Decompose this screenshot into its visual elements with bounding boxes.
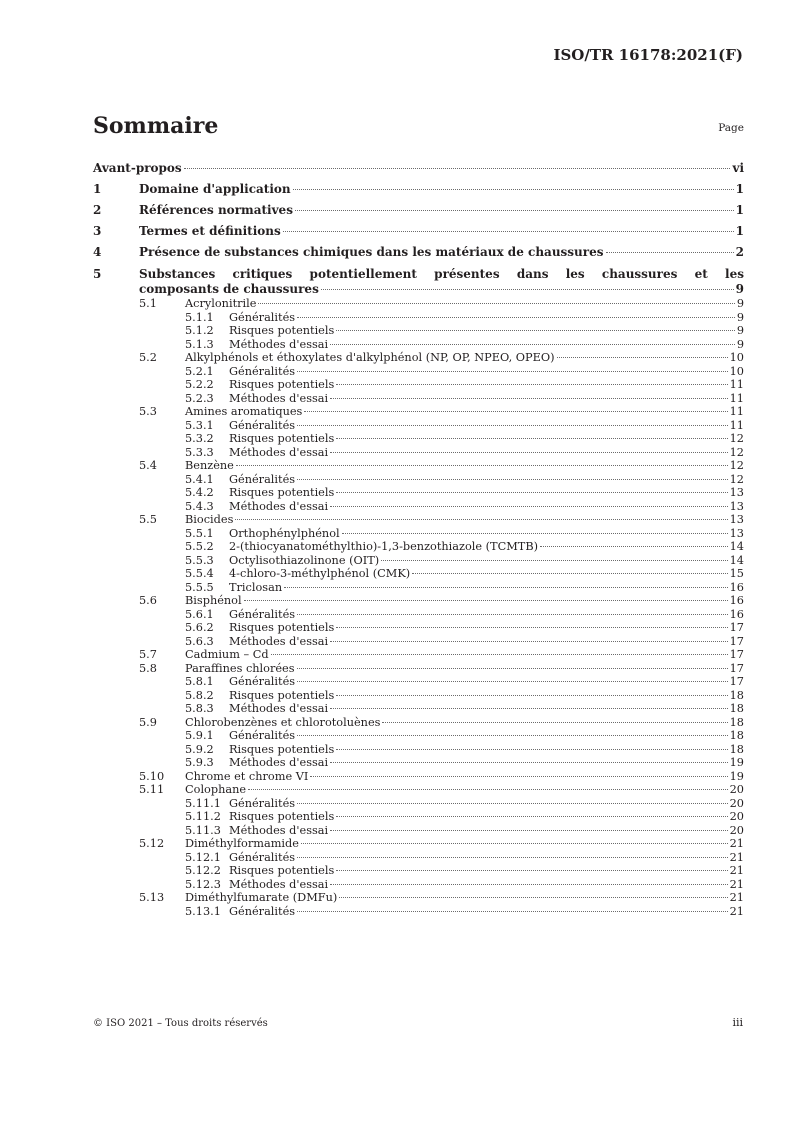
toc-entry-number: 5.3.2	[185, 432, 214, 445]
dot-leader	[301, 843, 728, 844]
page-column-label: Page	[718, 122, 744, 134]
toc-entry[interactable]	[93, 729, 744, 743]
toc-entry[interactable]	[93, 581, 744, 595]
dot-leader	[336, 870, 727, 871]
dot-leader	[382, 722, 727, 723]
toc-entry-page: 16	[729, 594, 744, 607]
toc-entry[interactable]	[93, 608, 744, 622]
toc-entry[interactable]	[93, 770, 744, 784]
dot-leader	[258, 303, 734, 304]
toc-entry[interactable]	[93, 242, 744, 263]
toc-entry[interactable]	[93, 675, 744, 689]
toc-entry-number: 5.6	[139, 594, 157, 607]
toc-entry-page: 9	[736, 337, 744, 351]
toc-entry-number: 5.12.1	[185, 850, 221, 864]
toc-entry[interactable]	[93, 297, 744, 311]
toc-entry[interactable]	[93, 716, 744, 730]
toc-entry-page: 1	[735, 203, 744, 217]
toc-entry-page: 18	[729, 688, 744, 702]
dot-leader	[336, 695, 727, 696]
toc-entry-label: Généralités	[229, 607, 296, 621]
toc-entry-page: 21	[729, 891, 744, 904]
toc-entry[interactable]	[93, 594, 744, 608]
toc-entry-page: 13	[729, 486, 744, 499]
toc-entry-page: 21	[729, 904, 744, 918]
toc-entry-label: Diméthylformamide	[185, 837, 299, 850]
toc-entry-number: 5.1.2	[185, 324, 214, 337]
toc-entry-page: 19	[729, 756, 744, 769]
toc-entry-page: 17	[729, 661, 744, 675]
toc-entry-label: Diméthylfumarate (DMFu)	[185, 891, 338, 904]
dot-leader	[336, 627, 727, 628]
dot-leader	[304, 411, 727, 412]
toc-entry-label: Généralités	[229, 418, 296, 432]
dot-leader	[283, 231, 734, 232]
toc-entry-page: 17	[729, 675, 744, 688]
toc-entry[interactable]	[93, 486, 744, 500]
toc-entry-page: 21	[729, 864, 744, 877]
toc-entry-label: Benzène	[185, 459, 234, 472]
toc-entry-number: 5	[93, 267, 102, 281]
dot-leader	[330, 762, 727, 763]
toc-entry-label: Méthodes d'essai	[229, 702, 329, 715]
toc-entry-label: Méthodes d'essai	[229, 823, 329, 837]
toc-entry-page: 11	[729, 405, 744, 418]
toc-entry[interactable]	[93, 864, 744, 878]
toc-entry[interactable]	[93, 500, 744, 514]
dot-leader	[297, 614, 728, 615]
toc-entry-number: 5.12	[139, 837, 165, 850]
dot-leader	[321, 289, 734, 290]
toc-entry-page: 21	[729, 877, 744, 891]
toc-entry-number: 5.11.3	[185, 823, 221, 837]
document-id: ISO/TR 16178:2021(F)	[553, 46, 743, 64]
dot-leader	[336, 384, 727, 385]
dot-leader	[330, 708, 727, 709]
toc-entry-page: 19	[729, 769, 744, 783]
toc-entry-page: 1	[735, 182, 744, 196]
toc-entry-label: Méthodes d'essai	[229, 634, 329, 648]
toc-entry[interactable]	[93, 338, 744, 352]
toc-entry-page: 18	[729, 729, 744, 742]
footer-copyright: © ISO 2021 – Tous droits réservés	[93, 1018, 268, 1029]
toc-entry-page: 12	[729, 432, 744, 445]
toc-entry-label: Paraffines chlorées	[185, 661, 295, 675]
dot-leader	[330, 641, 727, 642]
toc-entry-number: 5.4.2	[185, 486, 214, 499]
toc-entry-page: 12	[729, 472, 744, 486]
toc-entry-page: 9	[736, 310, 744, 324]
toc-entry-number: 5.13	[139, 891, 165, 904]
toc-entry-number: 5.8	[139, 661, 157, 675]
toc-entry[interactable]	[93, 459, 744, 473]
toc-entry-page: 17	[729, 648, 744, 661]
toc-entry-word: présentes	[434, 267, 500, 281]
toc-entry[interactable]	[93, 432, 744, 446]
toc-entry[interactable]	[93, 810, 744, 824]
toc-entry[interactable]	[93, 158, 744, 179]
dot-leader	[297, 857, 728, 858]
dot-leader	[293, 189, 734, 190]
toc-entry-page: 18	[729, 742, 744, 756]
toc-entry-number: 5.2.1	[185, 364, 214, 378]
dot-leader	[330, 452, 727, 453]
toc-entry-page: vi	[732, 161, 744, 175]
toc-entry-number: 5.5	[139, 513, 157, 526]
dot-leader	[297, 479, 728, 480]
toc-entry-label: 2-(thiocyanatométhylthio)-1,3-benzothiazole (TCMTB)	[229, 540, 539, 553]
toc-entry-page: 13	[729, 499, 744, 513]
dot-leader	[330, 398, 727, 399]
toc-entry-page: 17	[729, 621, 744, 634]
toc-entry[interactable]	[93, 905, 744, 919]
toc-entry-number: 5.9.1	[185, 729, 214, 742]
toc-entry[interactable]	[93, 797, 744, 811]
toc-entry-label: Risques potentiels	[229, 324, 335, 337]
toc-entry-page: 2	[735, 245, 744, 259]
toc-entry-label: Généralités	[229, 310, 296, 324]
toc-entry-page: 12	[729, 445, 744, 459]
toc-entry[interactable]	[93, 513, 744, 527]
toc-entry-label: Risques potentiels	[229, 742, 335, 756]
toc-entry-number: 5.3.1	[185, 418, 214, 432]
toc-entry-page: 18	[729, 715, 744, 729]
dot-leader	[540, 546, 728, 547]
toc-entry-number: 5.5.4	[185, 567, 214, 580]
toc-entry-number: 5.9.2	[185, 742, 214, 756]
toc-entry[interactable]	[93, 635, 744, 649]
dot-leader	[336, 749, 727, 750]
toc-entry-page: 20	[729, 796, 744, 810]
toc-entry-page: 9	[736, 324, 744, 337]
dot-leader	[244, 600, 728, 601]
toc-entry[interactable]	[93, 702, 744, 716]
toc-entry-number: 5.9	[139, 715, 157, 729]
toc-entry-number: 5.5.3	[185, 553, 214, 567]
dot-leader	[297, 371, 728, 372]
toc-entry[interactable]	[93, 419, 744, 433]
toc-title-row	[93, 113, 744, 143]
toc-entry[interactable]	[93, 878, 744, 892]
toc-entry-number: 5.11.2	[185, 810, 221, 823]
dot-leader	[297, 681, 728, 682]
dot-leader	[295, 210, 734, 211]
toc-entry[interactable]	[93, 221, 744, 242]
dot-leader	[381, 560, 727, 561]
toc-entry-page: 13	[729, 513, 744, 526]
toc-entry-page: 14	[729, 540, 744, 553]
toc-entry-label: Domaine d'application	[139, 182, 291, 196]
toc-entry[interactable]	[93, 200, 744, 221]
toc-entry-number: 5.5.2	[185, 540, 214, 553]
toc-entry-label: Chlorobenzènes et chlorotoluènes	[185, 715, 381, 729]
toc-entry[interactable]	[93, 743, 744, 757]
toc-entry[interactable]	[93, 179, 744, 200]
toc-entry-number: 5.4	[139, 459, 157, 472]
toc-entry-label: Risques potentiels	[229, 621, 335, 634]
toc-entry-word: et	[694, 267, 708, 281]
dot-leader	[330, 344, 735, 345]
page-title: Sommaire	[93, 113, 219, 139]
dot-leader	[310, 776, 727, 777]
toc-entry-label: Méthodes d'essai	[229, 877, 329, 891]
toc-entry-label: 4-chloro-3-méthylphénol (CMK)	[229, 567, 411, 580]
toc-entry-number: 5.12.3	[185, 877, 221, 891]
toc-entry-page: 20	[729, 810, 744, 823]
toc-entry-label: Méthodes d'essai	[229, 756, 329, 769]
toc-entry-number: 5.1.1	[185, 310, 214, 324]
toc-entry-number: 5.4.3	[185, 499, 214, 513]
toc-entry-word: dans	[516, 267, 549, 281]
toc-entry-page: 15	[729, 567, 744, 580]
dot-leader	[297, 425, 728, 426]
toc-entry-page: 16	[729, 580, 744, 594]
dot-leader	[342, 533, 728, 534]
toc-entry[interactable]	[93, 473, 744, 487]
toc-entry[interactable]	[93, 351, 744, 365]
toc-entry-label: Généralités	[229, 904, 296, 918]
dot-leader	[336, 330, 735, 331]
toc-entry-page: 11	[729, 391, 744, 405]
toc-entry-page: 21	[729, 850, 744, 864]
toc-entry[interactable]	[93, 824, 744, 838]
toc-entry-number: 5.9.3	[185, 756, 214, 769]
toc-entry-label: Méthodes d'essai	[229, 499, 329, 513]
toc-entry-label: Généralités	[229, 364, 296, 378]
toc-entry-number: 5.2.2	[185, 378, 214, 391]
toc-entry-label: Bisphénol	[185, 594, 242, 607]
toc-entry-page: 1	[735, 224, 744, 238]
toc-entry-label: Cadmium – Cd	[185, 648, 269, 661]
toc-entry-page: 10	[729, 364, 744, 378]
toc-entry-word: les	[565, 267, 585, 281]
table-of-contents	[93, 158, 744, 918]
toc-entry-word: les	[725, 267, 744, 281]
toc-entry-label: Références normatives	[139, 203, 293, 217]
toc-entry-number: 5.8.3	[185, 702, 214, 715]
toc-entry-label: Alkylphénols et éthoxylates d'alkylphénol (NP, OP, NPEO, OPEO)	[185, 351, 555, 364]
dot-leader	[330, 884, 727, 885]
toc-entry[interactable]	[93, 756, 744, 770]
toc-entry-label: Octylisothiazolinone (OIT)	[229, 553, 380, 567]
toc-entry-page: 20	[729, 783, 744, 796]
footer-page-number: iii	[732, 1016, 743, 1029]
toc-entry-label: Généralités	[229, 472, 296, 486]
dot-leader	[330, 830, 727, 831]
toc-entry-page: 11	[729, 418, 744, 432]
toc-entry[interactable]	[93, 311, 744, 325]
toc-entry-continuation[interactable]	[93, 282, 744, 297]
toc-entry-number: 5.1	[139, 297, 157, 310]
toc-entry-label: Risques potentiels	[229, 864, 335, 877]
dot-leader	[330, 506, 727, 507]
dot-leader	[297, 668, 728, 669]
dot-leader	[297, 317, 735, 318]
toc-entry-page: 12	[729, 459, 744, 472]
toc-entry-label: Chrome et chrome VI	[185, 769, 309, 783]
toc-entry-label: Risques potentiels	[229, 432, 335, 445]
toc-entry[interactable]	[93, 527, 744, 541]
toc-entry-number: 5.6.2	[185, 621, 214, 634]
toc-entry[interactable]	[93, 405, 744, 419]
toc-entry-number: 5.8.2	[185, 688, 214, 702]
toc-entry[interactable]	[93, 662, 744, 676]
toc-entry[interactable]	[93, 392, 744, 406]
toc-entry-page: 17	[729, 634, 744, 648]
dot-leader	[606, 252, 734, 253]
toc-entry-label: Amines aromatiques	[185, 405, 303, 418]
toc-entry[interactable]	[93, 689, 744, 703]
toc-entry[interactable]	[93, 446, 744, 460]
toc-entry-page: 18	[729, 702, 744, 715]
toc-entry-number: 5.11.1	[185, 796, 221, 810]
dot-leader	[412, 573, 727, 574]
toc-entry-label: Méthodes d'essai	[229, 391, 329, 405]
toc-entry-page: 11	[729, 378, 744, 391]
toc-entry-number: 5.4.1	[185, 472, 214, 486]
dot-leader	[248, 789, 728, 790]
dot-leader	[339, 897, 727, 898]
toc-entry[interactable]	[93, 324, 744, 338]
toc-entry-number: 2	[93, 203, 102, 217]
toc-entry-page: 9	[735, 282, 744, 296]
toc-entry[interactable]	[93, 648, 744, 662]
toc-entry-page: 20	[729, 823, 744, 837]
toc-entry-number: 5.10	[139, 769, 165, 783]
toc-entry-page: 14	[729, 553, 744, 567]
toc-entry-label: Orthophénylphénol	[229, 526, 340, 540]
dot-leader	[235, 519, 727, 520]
toc-entry[interactable]	[93, 851, 744, 865]
dot-leader	[184, 168, 731, 169]
dot-leader	[336, 438, 727, 439]
toc-entry-word: chaussures	[601, 267, 678, 281]
toc-entry-number: 5.13.1	[185, 904, 221, 918]
toc-entry-label-line1	[139, 266, 744, 282]
toc-entry-label: Colophane	[185, 783, 247, 796]
toc-entry-number: 5.8.1	[185, 675, 214, 688]
toc-entry-number: 5.2	[139, 351, 157, 364]
toc-entry-label: Risques potentiels	[229, 810, 335, 823]
toc-entry-number: 5.12.2	[185, 864, 221, 877]
toc-entry-number: 5.3.3	[185, 445, 214, 459]
toc-entry-word: Substances	[139, 267, 216, 281]
toc-entry-number: 5.5.5	[185, 580, 214, 594]
toc-entry-number: 5.1.3	[185, 337, 214, 351]
toc-entry[interactable]	[93, 378, 744, 392]
toc-entry-number: 5.11	[139, 783, 165, 796]
toc-entry-page: 21	[729, 837, 744, 850]
toc-entry-number: 4	[93, 245, 102, 259]
toc-entry[interactable]	[93, 365, 744, 379]
toc-entry-label: Généralités	[229, 850, 296, 864]
toc-entry-number: 5.3	[139, 405, 157, 418]
toc-entry[interactable]	[93, 621, 744, 635]
toc-entry-number: 5.5.1	[185, 526, 214, 540]
toc-entry-label: Généralités	[229, 796, 296, 810]
toc-entry-word: critiques	[232, 267, 293, 281]
toc-entry[interactable]	[93, 540, 744, 554]
dot-leader	[284, 587, 728, 588]
toc-entry-number: 1	[93, 182, 102, 196]
dot-leader	[297, 735, 728, 736]
toc-entry-number: 5.7	[139, 648, 157, 661]
dot-leader	[236, 465, 728, 466]
toc-entry-label: Avant-propos	[93, 161, 182, 175]
toc-entry[interactable]	[93, 266, 744, 282]
toc-entry-label: Présence de substances chimiques dans les matériaux de chaussures	[139, 245, 604, 259]
toc-entry-label-line2: composants de chaussures	[139, 282, 319, 296]
toc-entry-page: 16	[729, 607, 744, 621]
toc-entry-number: 5.6.3	[185, 634, 214, 648]
toc-entry-number: 5.2.3	[185, 391, 214, 405]
toc-entry-label: Termes et définitions	[139, 224, 281, 238]
toc-entry[interactable]	[93, 783, 744, 797]
toc-entry-label: Généralités	[229, 729, 296, 742]
toc-entry-label: Acrylonitrile	[185, 297, 257, 310]
dot-leader	[557, 357, 728, 358]
toc-entry-label: Triclosan	[229, 580, 283, 594]
toc-entry[interactable]	[93, 837, 744, 851]
toc-entry-label: Risques potentiels	[229, 378, 335, 391]
toc-entry-word: potentiellement	[309, 267, 417, 281]
toc-entry-label: Risques potentiels	[229, 688, 335, 702]
toc-entry-number: 5.6.1	[185, 607, 214, 621]
toc-entry[interactable]	[93, 567, 744, 581]
toc-entry-label: Méthodes d'essai	[229, 337, 329, 351]
toc-entry-number: 3	[93, 224, 102, 238]
toc-entry-page: 10	[729, 351, 744, 364]
dot-leader	[271, 654, 728, 655]
toc-entry-page: 9	[736, 297, 744, 310]
toc-entry[interactable]	[93, 554, 744, 568]
dot-leader	[336, 816, 727, 817]
dot-leader	[336, 492, 727, 493]
toc-entry-page: 13	[729, 526, 744, 540]
toc-entry-label: Biocides	[185, 513, 234, 526]
toc-entry-label: Généralités	[229, 675, 296, 688]
toc-entry[interactable]	[93, 891, 744, 905]
dot-leader	[297, 911, 728, 912]
toc-entry-label: Risques potentiels	[229, 486, 335, 499]
dot-leader	[297, 803, 728, 804]
toc-entry-label: Méthodes d'essai	[229, 445, 329, 459]
